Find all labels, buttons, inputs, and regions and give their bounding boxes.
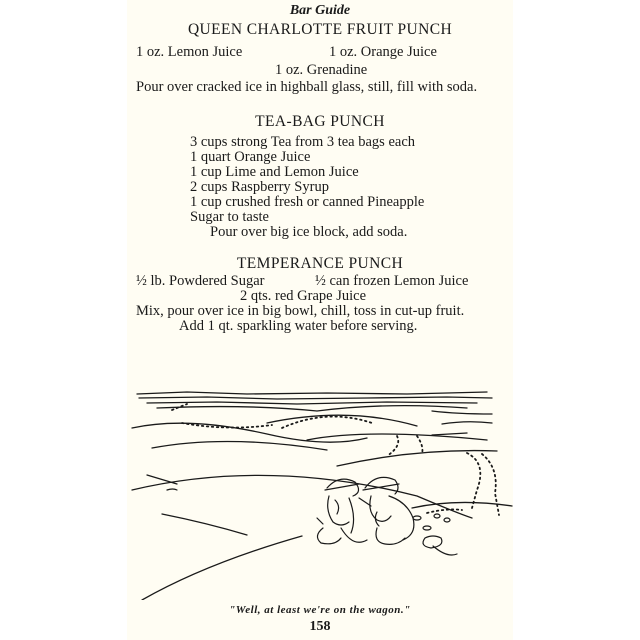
ingredient: 2 cups Raspberry Syrup (190, 179, 329, 195)
characters-icon (167, 477, 457, 555)
instruction: Pour over cracked ice in highball glass, still, fill with soda. (136, 79, 478, 95)
ingredient: 1 cup crushed fresh or canned Pineapple (190, 194, 425, 210)
book-page (127, 0, 513, 640)
recipe-title-queen-charlotte: QUEEN CHARLOTTE FRUIT PUNCH (187, 21, 453, 38)
ingredient: 1 cup Lime and Lemon Juice (190, 164, 359, 180)
ingredient: 1 oz. Grenadine (275, 62, 368, 78)
illustration-caption: "Well, at least we're on the wagon." (229, 604, 411, 616)
ingredient: 2 qts. red Grape Juice (240, 288, 367, 304)
ingredient: 1 quart Orange Juice (190, 149, 311, 165)
page-number: 158 (309, 619, 331, 634)
ingredient: ½ lb. Powdered Sugar (136, 273, 265, 289)
ingredient: 1 oz. Lemon Juice (136, 44, 243, 60)
ingredient: ½ can frozen Lemon Juice (315, 273, 469, 289)
running-head: Bar Guide (289, 3, 351, 18)
instruction: Pour over big ice block, add soda. (210, 224, 408, 240)
desert-illustration (127, 378, 513, 600)
horizon-lines-icon (132, 392, 512, 600)
ingredient: Sugar to taste (190, 209, 269, 225)
recipe-title-temperance: TEMPERANCE PUNCH (236, 255, 404, 272)
recipe-title-tea-bag: TEA-BAG PUNCH (255, 113, 385, 130)
footprints-trail-icon (172, 404, 499, 515)
ingredient: 1 oz. Orange Juice (329, 44, 437, 60)
instruction: Add 1 qt. sparkling water before serving. (179, 318, 418, 334)
instruction: Mix, pour over ice in big bowl, chill, toss in cut-up fruit. (136, 303, 465, 319)
ingredient: 3 cups strong Tea from 3 tea bags each (190, 134, 416, 150)
